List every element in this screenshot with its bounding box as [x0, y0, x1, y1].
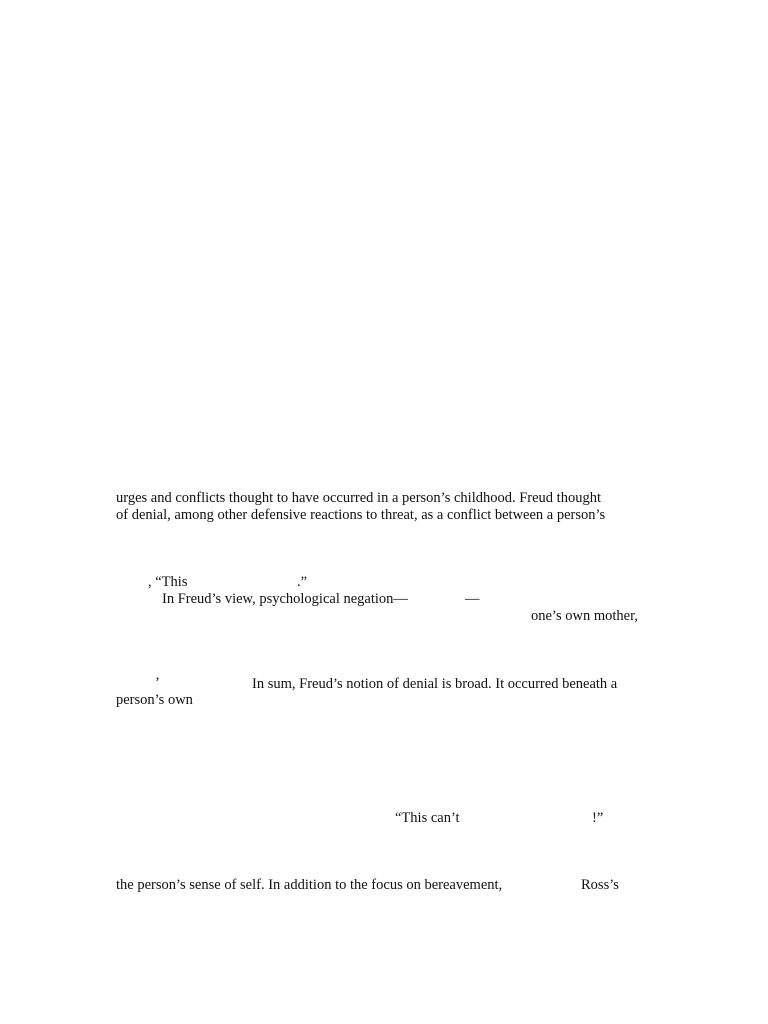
- text-line: of denial, among other defensive reactions to threat, as a conflict between a person’s: [116, 507, 606, 523]
- text-fragment: , “This: [148, 574, 188, 590]
- text-fragment: the person’s sense of self. In addition to the focus on bereavement,: [116, 877, 503, 893]
- text-fragment: person’s own: [116, 692, 193, 708]
- text-fragment: !”: [592, 810, 604, 826]
- text-fragment: Ross’s: [581, 877, 619, 893]
- text-fragment: In sum, Freud’s notion of denial is broad. It occurred beneath a: [252, 676, 618, 692]
- text-fragment: .”: [297, 574, 308, 590]
- text-fragment: ’: [155, 675, 160, 691]
- text-fragment: —: [465, 591, 480, 607]
- text-fragment: “This can’t: [395, 810, 460, 826]
- text-fragment: In Freud’s view, psychological negation—: [162, 591, 408, 607]
- text-fragment: one’s own mother,: [531, 608, 638, 624]
- text-line: urges and conflicts thought to have occurred in a person’s childhood. Freud thought: [116, 490, 601, 506]
